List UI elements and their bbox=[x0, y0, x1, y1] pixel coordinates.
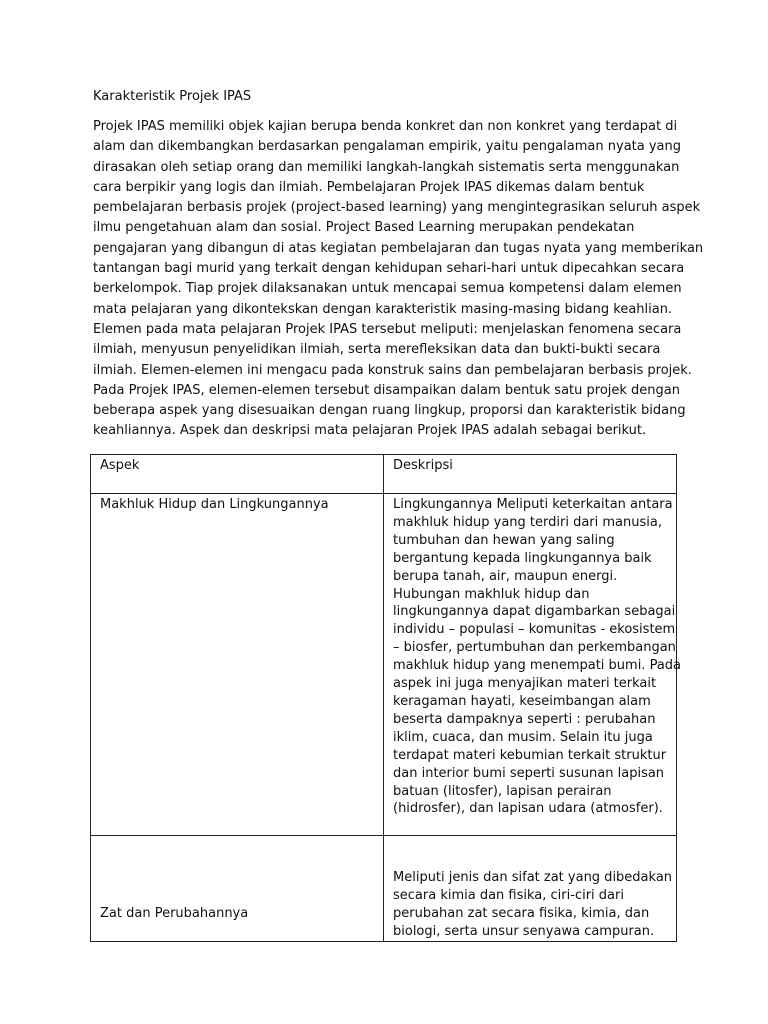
deskripsi-line: terdapat materi kebumian terkait struktur bbox=[393, 747, 667, 763]
deskripsi-line: bergantung kepada lingkungannya baik bbox=[393, 550, 652, 566]
paragraph-line: pembelajaran berbasis projek (project-based learning) yang mengintegrasikan seluruh aspek bbox=[93, 200, 701, 216]
document-title: Karakteristik Projek IPAS bbox=[93, 89, 252, 104]
deskripsi-line: batuan (litosfer), lapisan perairan bbox=[393, 783, 612, 799]
deskripsi-line: tumbuhan dan hewan yang saling bbox=[393, 532, 615, 548]
table-row bbox=[91, 494, 677, 836]
deskripsi-line: dan interior bumi seperti susunan lapisan bbox=[393, 765, 665, 781]
deskripsi-line: Lingkungannya Meliputi keterkaitan antara bbox=[393, 497, 673, 512]
deskripsi-line: keragaman hayati, keseimbangan alam bbox=[393, 693, 651, 709]
paragraph-line: dirasakan oleh setiap orang dan memiliki langkah-langkah sistematis serta menggunakan bbox=[93, 159, 680, 175]
table-header-row bbox=[91, 455, 677, 494]
intro-paragraph bbox=[93, 117, 704, 442]
deskripsi-line: (hidrosfer), dan lapisan udara (atmosfer). bbox=[393, 801, 663, 817]
paragraph-line: tantangan bagi murid yang terkait dengan kehidupan sehari-hari untuk dipecahkan secara bbox=[93, 261, 685, 277]
paragraph-line: Elemen pada mata pelajaran Projek IPAS tersebut meliputi: menjelaskan fenomena secara bbox=[93, 321, 682, 337]
paragraph-line: ilmiah, menyusun penyelidikan ilmiah, serta merefleksikan data dan bukti-bukti secara bbox=[93, 342, 661, 358]
paragraph-line: cara berpikir yang logis dan ilmiah. Pembelajaran Projek IPAS dikemas dalam bentuk bbox=[93, 179, 645, 195]
deskripsi-line: makhluk hidup yang menempati bumi. Pada bbox=[393, 658, 682, 674]
paragraph-line: keahliannya. Aspek dan deskripsi mata pelajaran Projek IPAS adalah sebagai berikut. bbox=[93, 423, 647, 439]
header-deskripsi: Deskripsi bbox=[384, 455, 677, 494]
paragraph-line: Pada Projek IPAS, elemen-elemen tersebut disampaikan dalam bentuk satu projek dengan bbox=[93, 382, 680, 398]
header-aspek: Aspek bbox=[91, 455, 384, 494]
deskripsi-line: Hubungan makhluk hidup dan bbox=[393, 586, 590, 602]
deskripsi-line: berupa tanah, air, maupun energi. bbox=[393, 568, 618, 584]
deskripsi-line: perubahan zat secara fisika, kimia, dan bbox=[393, 906, 650, 922]
aspek-cell bbox=[91, 836, 384, 942]
deskripsi-cell bbox=[384, 494, 682, 836]
paragraph-line: Projek IPAS memiliki objek kajian berupa benda konkret dan non konkret yang terdapat di bbox=[93, 119, 678, 134]
deskripsi-line: aspek ini juga menyajikan materi terkait bbox=[393, 676, 657, 692]
deskripsi-line: – biosfer, pertumbuhan dan perkembangan bbox=[393, 640, 676, 656]
aspek-deskripsi-table bbox=[90, 454, 682, 942]
table-row bbox=[91, 836, 677, 942]
deskripsi-cell bbox=[384, 836, 677, 942]
paragraph-line: ilmiah. Elemen-elemen ini mengacu pada konstruk sains dan pembelajaran berbasis projek. bbox=[93, 362, 692, 378]
deskripsi-line: individu – populasi – komunitas - ekosistem bbox=[393, 622, 676, 638]
paragraph-line: ilmu pengetahuan alam dan sosial. Project Based Learning merupakan pendekatan bbox=[93, 220, 635, 236]
deskripsi-line: biologi, serta unsur senyawa campuran. bbox=[393, 924, 655, 940]
aspek-cell bbox=[91, 494, 384, 836]
paragraph-line: beberapa aspek yang disesuaikan dengan ruang lingkup, proporsi dan karakteristik bidang bbox=[93, 403, 686, 419]
deskripsi-line: beserta dampaknya seperti : perubahan bbox=[393, 711, 656, 727]
deskripsi-line: secara kimia dan fisika, ciri-ciri dari bbox=[393, 888, 624, 904]
paragraph-line: mata pelajaran yang dikontekskan dengan karakteristik masing-masing bidang keahlian. bbox=[93, 301, 673, 317]
deskripsi-line: Meliputi jenis dan sifat zat yang dibedakan bbox=[393, 870, 673, 886]
deskripsi-line: lingkungannya dapat digambarkan sebagai bbox=[393, 604, 676, 620]
paragraph-line: alam dan dikembangkan berdasarkan pengalaman empirik, yaitu pengalaman nyata yang bbox=[93, 139, 682, 155]
aspek-label: Zat dan Perubahannya bbox=[100, 906, 249, 922]
paragraph-line: pengajaran yang dibangun di atas kegiatan pembelajaran dan tugas nyata yang memberikan bbox=[93, 240, 704, 256]
paragraph-line: berkelompok. Tiap projek dilaksanakan untuk mencapai semua kompetensi dalam elemen bbox=[93, 281, 682, 297]
deskripsi-line: makhluk hidup yang terdiri dari manusia, bbox=[393, 514, 662, 530]
deskripsi-line: iklim, cuaca, dan musim. Selain itu juga bbox=[393, 729, 653, 745]
aspek-label: Makhluk Hidup dan Lingkungannya bbox=[100, 497, 329, 512]
